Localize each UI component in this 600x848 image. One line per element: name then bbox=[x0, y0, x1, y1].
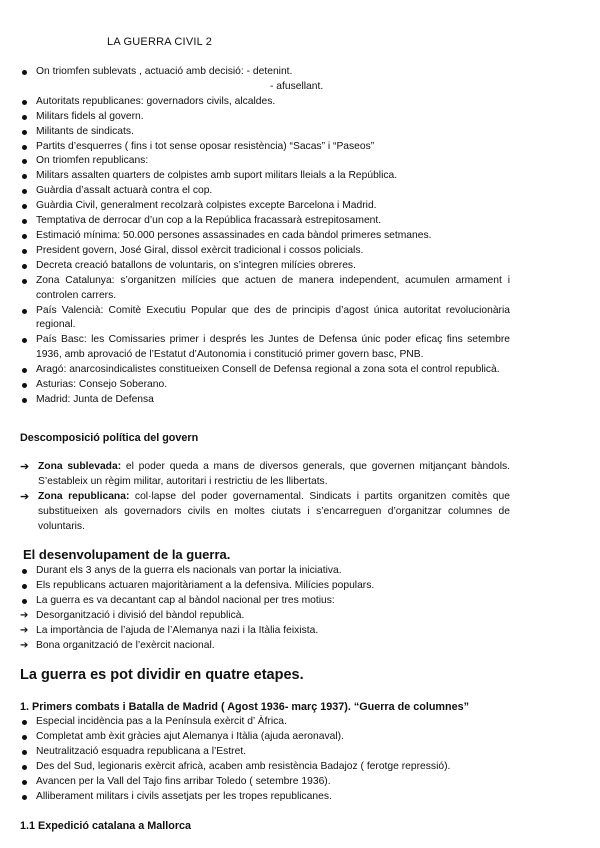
bullet-icon bbox=[22, 765, 27, 770]
arrow-icon: ➔ bbox=[20, 624, 29, 636]
list-item bbox=[20, 229, 510, 244]
bullet-icon bbox=[22, 368, 27, 373]
bullet-icon bbox=[22, 234, 27, 239]
bullet-icon bbox=[22, 338, 27, 343]
arrow-icon: ➔ bbox=[20, 639, 29, 651]
list-item bbox=[20, 790, 510, 805]
list-item-text: País Basc: les Comissaries primer i després les Juntes de Defensa únic poder eficaç fins setembre 1936, amb aprovació de l’Estatut d’Autonomia i constitució primer govern basc, PNB. bbox=[36, 334, 510, 361]
list-item-text: Militars assalten quarters de colpistes amb suport militars lleials a la República. bbox=[36, 170, 398, 182]
bullet-icon bbox=[22, 189, 27, 194]
list-item bbox=[20, 274, 510, 304]
list-item bbox=[20, 624, 510, 639]
list-item bbox=[20, 760, 510, 775]
list-item bbox=[20, 304, 510, 334]
list-item-continuation: - afusellant. bbox=[270, 80, 324, 92]
list-item-text: Decreta creació batallons de voluntaris, on s’integren milícies obreres. bbox=[36, 259, 356, 271]
list-item bbox=[20, 378, 510, 393]
section-heading-etapes: La guerra es pot dividir en quatre etapes. bbox=[20, 667, 304, 683]
list-item-text: Desorganització i divisió del bàndol republicà. bbox=[36, 609, 245, 621]
bullet-icon bbox=[22, 115, 27, 120]
bullet-icon bbox=[22, 569, 27, 574]
bullet-icon bbox=[22, 159, 27, 164]
arrow-icon: ➔ bbox=[20, 609, 29, 621]
list-item-text: País Valencià: Comitè Executiu Popular que des de principis d’agost única autoritat revolucionària regional. bbox=[36, 304, 510, 331]
list-item-text: President govern, José Giral, dissol exèrcit tradicional i cossos policials. bbox=[36, 244, 364, 256]
list-item bbox=[20, 125, 510, 140]
list-item bbox=[20, 154, 510, 169]
list-item bbox=[20, 65, 510, 80]
list-item-text: col·lapse del poder governamental. Sindicats i partits organitzen comitès que substitueixen als governadors civils en moltes ciutats i s’encarreguen d’organitzar columnes de voluntaris. bbox=[38, 490, 510, 532]
list-item-label: Zona sublevada: bbox=[38, 461, 122, 472]
bullet-icon bbox=[22, 599, 27, 604]
list-item bbox=[20, 95, 510, 110]
list-item bbox=[20, 775, 510, 790]
list-item bbox=[20, 80, 510, 95]
list-item-text: Temptativa de derrocar d’un cop a la República fracassarà estrepitosament. bbox=[36, 215, 382, 227]
list-item-label: Zona republicana: bbox=[38, 490, 130, 502]
list-item-text: Neutralització esquadra republicana a l’Estret. bbox=[36, 745, 247, 757]
list-item bbox=[20, 214, 510, 229]
list-item-text: Alliberament militars i civils assetjats per les tropes republicanes. bbox=[36, 790, 332, 802]
bullet-icon bbox=[22, 398, 27, 403]
list-item-text: Guàrdia Civil, generalment recolzarà colpistes excepte Barcelona i Madrid. bbox=[36, 200, 377, 212]
list-item bbox=[20, 715, 510, 730]
list-item bbox=[20, 639, 510, 654]
list-etapes bbox=[20, 715, 510, 804]
bullet-icon bbox=[22, 174, 27, 179]
list-item-text: Els republicans actuaren majoritàriament a la defensiva. Milícies populars. bbox=[36, 579, 375, 591]
list-item bbox=[20, 259, 510, 274]
list-item-text: Guàrdia d’assalt actuarà contra el cop. bbox=[36, 185, 213, 197]
list-item bbox=[20, 333, 510, 363]
list-item bbox=[20, 460, 510, 490]
bullet-icon bbox=[22, 219, 27, 224]
list-item-text: Especial incidència pas a la Península exèrcit d’ Àfrica. bbox=[36, 716, 287, 727]
list-item-text: el poder queda a mans de diversos generals, que governen mitjançant bàndols. S’estableix un règim militar, autoritari i restrictiu de les llibertats. bbox=[38, 461, 511, 487]
arrow-icon: ➔ bbox=[20, 461, 30, 473]
list-item bbox=[20, 609, 510, 624]
list-desenvolupament bbox=[20, 564, 510, 653]
list-item-text: Bona organització de l’exèrcit nacional. bbox=[36, 639, 215, 651]
bullet-icon bbox=[22, 264, 27, 269]
bullet-icon bbox=[22, 720, 27, 725]
list-item-text: Militars fidels al govern. bbox=[36, 110, 144, 122]
list-item bbox=[20, 745, 510, 760]
bullet-icon bbox=[22, 70, 27, 75]
list-item-text: Militants de sindicats. bbox=[36, 125, 134, 137]
section-heading-decomposicio: Descomposició política del govern bbox=[20, 432, 199, 444]
bullet-icon bbox=[22, 735, 27, 740]
list-item bbox=[20, 363, 510, 378]
bullet-icon bbox=[22, 145, 27, 150]
bullet-icon bbox=[22, 750, 27, 755]
list-item bbox=[20, 199, 510, 214]
list-item-text: Durant els 3 anys de la guerra els nacionals van portar la iniciativa. bbox=[36, 565, 342, 576]
list-item bbox=[20, 579, 510, 594]
list-item-text: Zona Catalunya: s’organitzen milícies que actuen de manera independent, acumulen armament i controlen carrers. bbox=[36, 274, 510, 301]
bullet-icon bbox=[22, 249, 27, 254]
subsection-heading-mallorca: 1.1 Expedició catalana a Mallorca bbox=[20, 820, 192, 832]
arrow-list-decomposicio bbox=[20, 460, 510, 535]
list-item-text: Asturias: Consejo Soberano. bbox=[36, 379, 168, 391]
bullet-icon bbox=[22, 204, 27, 209]
bullet-icon bbox=[22, 279, 27, 284]
list-item-text: Madrid: Junta de Defensa bbox=[36, 393, 154, 405]
list-item-text: On triomfen sublevats , actuació amb decisió: - detenint. bbox=[36, 66, 293, 77]
list-item-text: Estimació mínima: 50.000 persones assassinades en cada bàndol primeres setmanes. bbox=[36, 229, 432, 241]
bullet-icon bbox=[22, 130, 27, 135]
list-item bbox=[20, 490, 510, 535]
list-item bbox=[20, 594, 510, 609]
list-item bbox=[20, 564, 510, 579]
list-item-text: Autoritats republicanes: governadors civils, alcaldes. bbox=[36, 95, 276, 107]
bullet-icon bbox=[22, 100, 27, 105]
list-item-text: Des del Sud, legionaris exèrcit africà, acaben amb resistència Badajoz ( ferotge repressió). bbox=[36, 760, 451, 772]
list-item bbox=[20, 244, 510, 259]
bullet-icon bbox=[22, 309, 27, 314]
bullet-icon bbox=[22, 780, 27, 785]
list-item bbox=[20, 393, 510, 408]
list-item bbox=[20, 140, 510, 155]
list-item-text: Completat amb èxit gràcies ajut Alemanya i Itàlia (ajuda aeronaval). bbox=[36, 730, 344, 742]
arrow-icon: ➔ bbox=[20, 490, 30, 503]
bullet-icon bbox=[22, 584, 27, 589]
page-title: LA GUERRA CIVIL 2 bbox=[107, 36, 213, 48]
list-item-text: On triomfen republicans: bbox=[36, 155, 149, 167]
list-item-text: Aragó: anarcosindicalistes constitueixen Consell de Defensa regional a zona sota el control republicà. bbox=[36, 364, 500, 376]
list-item bbox=[20, 730, 510, 745]
list-item-text: Avancen per la Vall del Tajo fins arribar Toledo ( setembre 1936). bbox=[36, 775, 331, 787]
section-heading-desenvolupament: El desenvolupament de la guerra. bbox=[23, 547, 231, 562]
list-item-text: La importància de l’ajuda de l’Alemanya nazi i la Itàlia feixista. bbox=[36, 624, 319, 636]
bullet-list-main bbox=[20, 65, 510, 408]
list-item-text: La guerra es va decantant cap al bàndol nacional per tres motius: bbox=[36, 594, 335, 606]
list-item bbox=[20, 184, 510, 199]
bullet-icon bbox=[22, 795, 27, 800]
bullet-icon bbox=[22, 383, 27, 388]
list-item bbox=[20, 110, 510, 125]
subsection-heading-primers-combats: 1. Primers combats i Batalla de Madrid ( Agost 1936- març 1937). “Guerra de columnes” bbox=[20, 701, 470, 713]
list-item bbox=[20, 169, 510, 184]
list-item-text: Partits d’esquerres ( fins i tot sense oposar resistència) “Sacas” i “Paseos” bbox=[36, 140, 375, 152]
